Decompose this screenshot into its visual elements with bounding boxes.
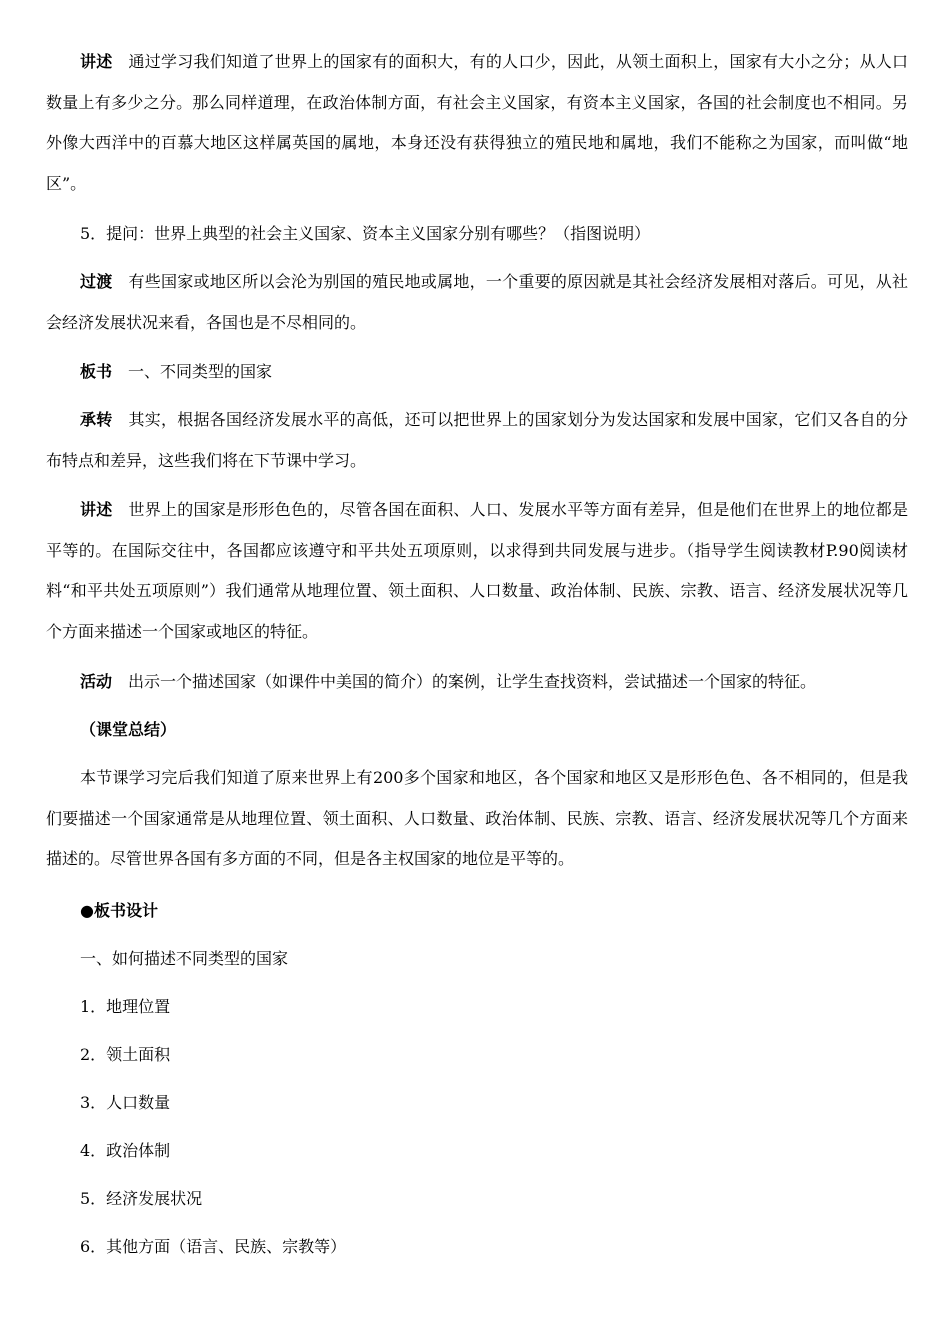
paragraph-bridge <box>46 400 908 481</box>
paragraph-text: 一、不同类型的国家 <box>128 362 273 381</box>
paragraph-label: 承转 <box>80 410 113 429</box>
paragraph-label: 活动 <box>80 672 113 691</box>
paragraph-text: 世界上的国家是形形色色的，尽管各国在面积、人口、发展水平等方面有差异，但是他们在世界上的地位都是平等的。在国际交往中，各国都应该遵守和平共处五项原则，以求得到共同发展与进步。（指导学生阅读教材P.90阅读材料“和平共处五项原则”）我们通常从地理位置、领土面积、人口数量、政治体制、民族、宗教、语言、经济发展状况等几个方面来描述一个国家或地区的特征。 <box>46 500 908 641</box>
board-design-item: 4．政治体制 <box>80 1141 171 1160</box>
board-design-item: 2．领土面积 <box>80 1045 171 1064</box>
paragraph-text: 其实，根据各国经济发展水平的高低，还可以把世界上的国家划分为发达国家和发展中国家，它们又各自的分布特点和差异，这些我们将在下节课中学习。 <box>46 410 908 470</box>
paragraph-label: 过渡 <box>80 272 113 291</box>
paragraph-text: 通过学习我们知道了世界上的国家有的面积大，有的人口少，因此，从领土面积上，国家有大小之分；从人口数量上有多少之分。那么同样道理，在政治体制方面，有社会主义国家，有资本主义国家，各国的社会制度也不相同。另外像大西洋中的百慕大地区这样属英国的属地，本身还没有获得独立的殖民地和属地，我们不能称之为国家，而叫做“地区”。 <box>46 52 908 193</box>
paragraph-text: 5．提问：世界上典型的社会主义国家、资本主义国家分别有哪些？（指图说明） <box>80 224 651 243</box>
paragraph-narration-1 <box>46 42 908 204</box>
paragraph-text: 本节课学习完后我们知道了原来世界上有200多个国家和地区，各个国家和地区又是形形色色、各不相同的，但是我们要描述一个国家通常是从地理位置、领土面积、人口数量、政治体制、民族、宗教、语言、经济发展状况等几个方面来描述的。尽管世界各国有多方面的不同，但是各主权国家的地位是平等的。 <box>46 768 908 868</box>
board-design-item: 1．地理位置 <box>80 997 171 1016</box>
summary-heading: （课堂总结） <box>80 720 177 739</box>
paragraph-activity <box>46 662 908 703</box>
paragraph-narration-2 <box>46 490 908 652</box>
board-design-item: 6．其他方面（语言、民族、宗教等） <box>80 1237 347 1256</box>
paragraph-label: 讲述 <box>80 52 113 71</box>
paragraph-label: 讲述 <box>80 500 113 519</box>
paragraph-board-writing <box>46 352 908 393</box>
board-design-item: 5．经济发展状况 <box>80 1189 203 1208</box>
paragraph-label: 板书 <box>80 362 113 381</box>
board-design-item: 3．人口数量 <box>80 1093 171 1112</box>
board-design-heading: ●板书设计 <box>80 901 158 920</box>
paragraph-text: 出示一个描述国家（如课件中美国的简介）的案例，让学生查找资料，尝试描述一个国家的特征。 <box>128 672 817 691</box>
paragraph-transition <box>46 262 908 343</box>
board-design-title: 一、如何描述不同类型的国家 <box>80 949 289 968</box>
paragraph-summary <box>46 758 908 880</box>
paragraph-question-5 <box>46 214 908 255</box>
paragraph-text: 有些国家或地区所以会沦为别国的殖民地或属地，一个重要的原因就是其社会经济发展相对落后。可见，从社会经济发展状况来看，各国也是不尽相同的。 <box>46 272 908 332</box>
